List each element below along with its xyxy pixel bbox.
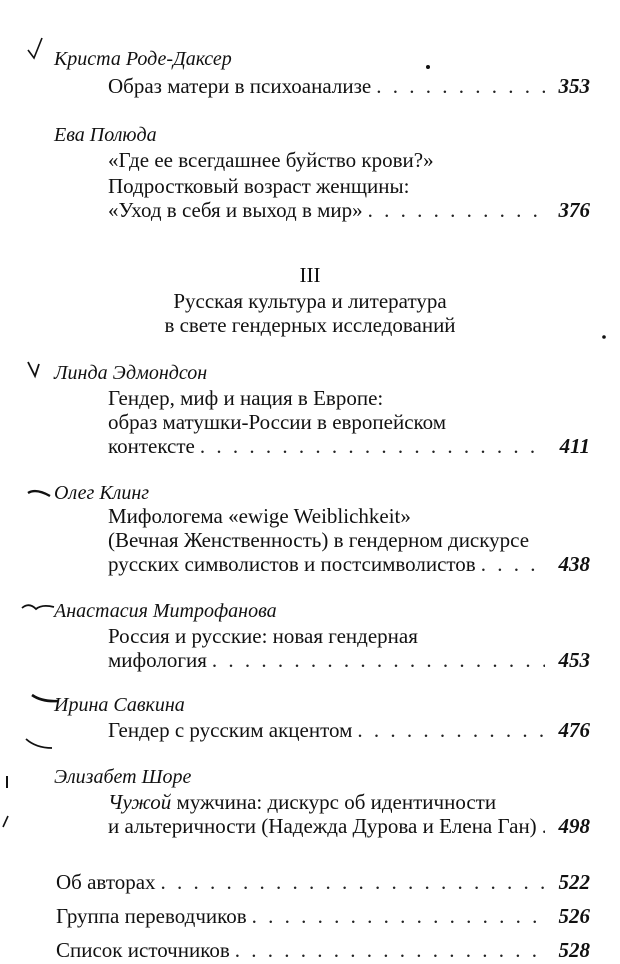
entry-title-line: Мифологема «ewige Weiblichkeit» — [108, 504, 411, 528]
dot-leader — [368, 196, 545, 224]
entry-title: мифология — [108, 648, 207, 672]
toc-entry[interactable] — [108, 550, 590, 578]
tick-mark-icon — [0, 814, 10, 830]
page-number: 528 — [558, 938, 590, 962]
toc-entry[interactable] — [56, 902, 590, 930]
entry-title: русских символистов и постсимволистов — [108, 552, 476, 576]
entry-title: контексте — [108, 434, 195, 458]
page-number: 498 — [558, 814, 590, 838]
scribble-mark-icon — [20, 600, 56, 616]
tick-mark-icon — [2, 774, 12, 790]
toc-entry[interactable] — [108, 812, 590, 840]
toc-entry[interactable] — [108, 716, 590, 744]
entry-title: и альтеричности (Надежда Дурова и Елена Ган) — [108, 814, 537, 838]
dash-mark-icon — [24, 736, 54, 752]
entry-title-line: Гендер, миф и нация в Европе: — [108, 386, 384, 410]
entry-title: Гендер с русским акцентом — [108, 718, 353, 742]
entry-title-line: Подростковый возраст женщины: — [108, 174, 410, 198]
checkmark-icon — [26, 36, 54, 64]
page-number: 476 — [558, 718, 590, 742]
entry-author: Ирина Савкина — [54, 694, 185, 716]
section-title: в свете гендерных исследований — [164, 313, 456, 337]
page-number: 453 — [558, 648, 590, 672]
entry-title: Об авторах — [56, 870, 156, 894]
entry-title-line: образ матушки-России в европейском — [108, 410, 447, 434]
dot-leader — [376, 72, 545, 100]
toc-entry[interactable] — [108, 72, 590, 100]
page-number: 353 — [558, 74, 590, 98]
dot-leader — [542, 812, 545, 840]
page-number: 438 — [558, 552, 590, 576]
entry-author: Ева Полюда — [54, 124, 157, 146]
dot-leader — [200, 432, 545, 460]
entry-title: «Уход в себя и выход в мир» — [108, 198, 363, 222]
toc-entry[interactable] — [108, 432, 590, 460]
section-number: III — [299, 263, 321, 287]
entry-author: Олег Клинг — [54, 482, 150, 504]
entry-author: Линда Эдмондсон — [54, 362, 208, 384]
entry-author: Криста Роде-Даксер — [54, 48, 232, 70]
page-number: 522 — [558, 870, 590, 894]
entry-title-line: (Вечная Женственность) в гендерном дискурсе — [108, 528, 530, 552]
dot-leader — [212, 646, 545, 674]
toc-entry[interactable] — [108, 196, 590, 224]
toc-entry[interactable] — [56, 868, 590, 896]
dot-leader — [357, 716, 545, 744]
page-number: 526 — [558, 904, 590, 928]
dash-mark-icon — [26, 486, 54, 500]
entry-title-line: Россия и русские: новая гендерная — [108, 624, 418, 648]
dot-mark-icon — [425, 64, 431, 70]
toc-entry[interactable] — [108, 646, 590, 674]
entry-title: Образ матери в психоанализе — [108, 74, 372, 98]
page-number: 411 — [559, 434, 590, 458]
toc-entry[interactable] — [56, 936, 590, 964]
entry-author: Элизабет Шоре — [54, 766, 192, 788]
dot-leader — [161, 868, 545, 896]
entry-title-text: мужчина: дискурс об идентичности — [171, 790, 497, 814]
dot-leader — [481, 550, 545, 578]
entry-title: Список источников — [56, 938, 230, 962]
entry-title-line: «Где ее всегдашнее буйство крови?» — [108, 148, 434, 172]
dot-leader — [252, 902, 545, 930]
entry-author: Анастасия Митрофанова — [54, 600, 277, 622]
dot-leader — [235, 936, 545, 964]
italic-word: Чужой — [108, 790, 172, 814]
entry-title: Группа переводчиков — [56, 904, 247, 928]
page-number: 376 — [558, 198, 590, 222]
checkmark-icon — [26, 358, 48, 382]
section-title: Русская культура и литература — [173, 289, 447, 313]
